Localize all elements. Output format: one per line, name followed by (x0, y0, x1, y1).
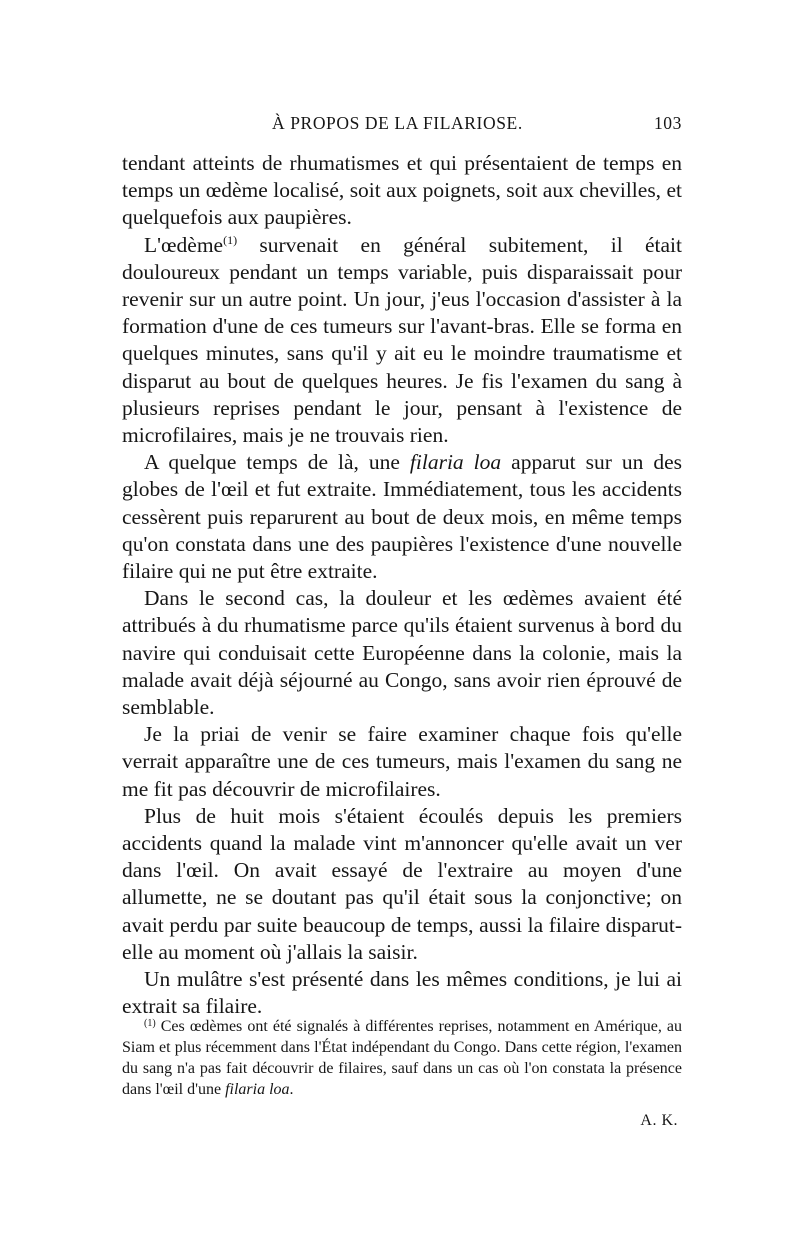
running-title: À PROPOS DE LA FILARIOSE. (272, 113, 523, 133)
footnote-text-end: . (289, 1081, 294, 1098)
body-text (122, 150, 682, 1021)
paragraph-examination (122, 721, 682, 803)
species-name: filaria loa (409, 450, 502, 475)
footnote-signature: A. K. (640, 1112, 678, 1129)
paragraph-text: Plus de huit mois s'étaient écoulés depuis les premiers accidents quand la malade vint m'annoncer qu'elle avait un ver dans l'œil. On avait essayé de l'extraire au moyen d'une allumette, ne se doutant pas qu'il était sous la conjonctive; on avait perdu par suite beaucoup de temps, aussi la filaire disparut-elle au moment où j'allais la saisir. (122, 803, 682, 964)
paragraph-continuation (122, 150, 682, 232)
running-head (122, 113, 682, 143)
paragraph-filaria (122, 449, 682, 585)
paragraph-text: Je la priai de venir se faire examiner chaque fois qu'elle verrait apparaître une de ces tumeurs, mais l'examen du sang ne me fit pas découvrir de microfilaires. (122, 722, 682, 801)
paragraph-eight-months (122, 803, 682, 966)
footnote-species-name: filaria loa (225, 1081, 290, 1098)
paragraph-text: Dans le second cas, la douleur et les œdèmes avaient été attribués à du rhumatisme parce qu'ils étaient survenus à bord du navire qui conduisait cette Européenne dans la colonie, mais la malade avait déjà séjourné au Congo, sans avoir rien éprouvé de semblable. (122, 586, 682, 720)
paragraph-text: A quelque temps de là, une (144, 450, 410, 475)
paragraph-oedeme (122, 232, 682, 450)
paragraph-mulatre (122, 966, 682, 1020)
paragraph-text: apparut sur un des globes de l'œil et fut extraite. Immédiatement, tous les accidents cessèrent puis reparurent au bout de deux mois, en même temps qu'on constata dans une des paupières l'existence d'une nouvelle filaire qui ne put être extraite. (122, 450, 683, 584)
footnote-text: Ces œdèmes ont été signalés à différentes reprises, notamment en Amérique, au Siam et plus récemment dans l'État indépendant du Congo. Dans cette région, l'examen du sang n'a pas fait découvrir de filaires, sauf dans un cas où l'on constata la présence dans l'œil d'une (122, 1018, 682, 1098)
footnote-mark: (1) (144, 1018, 156, 1029)
page-number: 103 (653, 113, 682, 133)
paragraph-text: L'œdème (144, 232, 224, 257)
paragraph-text: Un mulâtre s'est présenté dans les mêmes conditions, je lui ai extrait sa filaire. (122, 967, 682, 1019)
footnote-reference: (1) (223, 232, 238, 247)
paragraph-second-case (122, 585, 682, 721)
paragraph-text: survenait en général subitement, il était douloureux pendant un temps variable, puis disparaissait pour revenir sur un autre point. Un jour, j'eus l'occasion d'assister à la formation d'une de ces tumeurs sur l'avant-bras. Elle se forma en quelques minutes, sans qu'il y ait eu le moindre traumatisme et disparut au bout de quelques heures. Je fis l'examen du sang à plusieurs reprises pendant le jour, pensant à l'existence de microfilaires, mais je ne trouvais rien. (122, 232, 682, 448)
paragraph-text: tendant atteints de rhumatismes et qui présentaient de temps en temps un œdème localisé, soit aux poignets, soit aux chevilles, et quelquefois aux paupières. (122, 151, 682, 230)
footnote (122, 1016, 682, 1100)
